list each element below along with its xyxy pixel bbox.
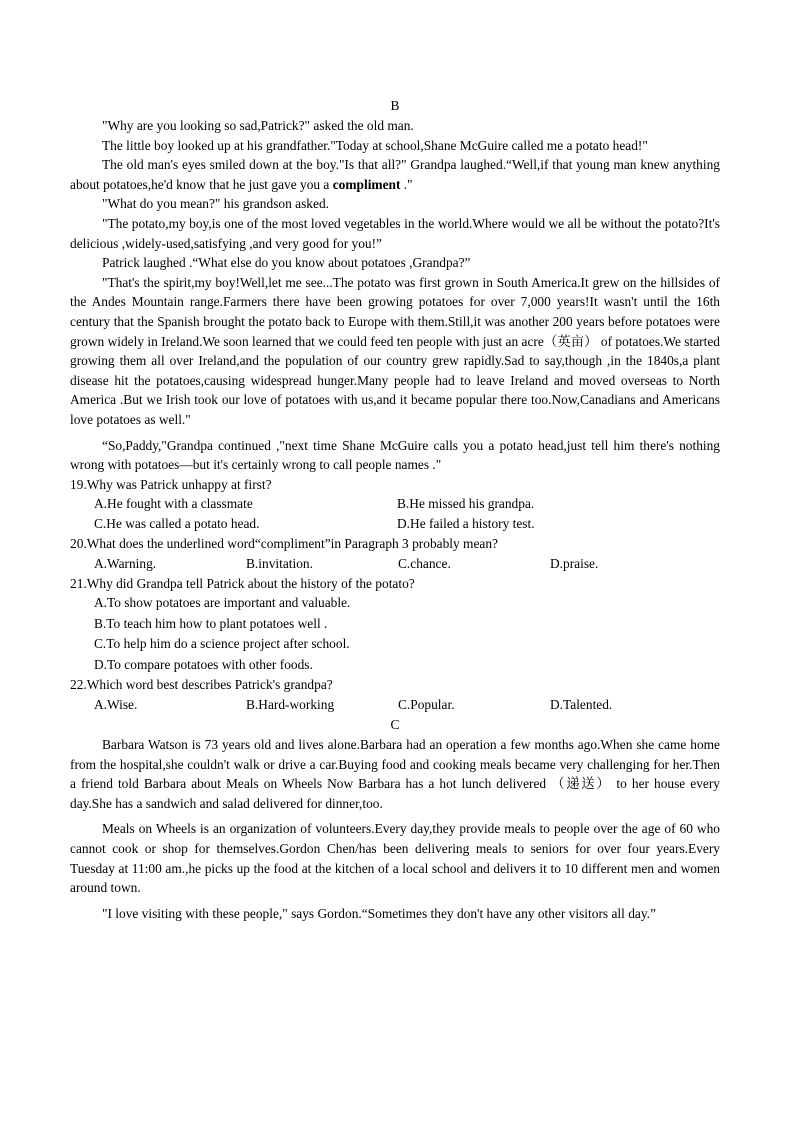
option: D.praise. [550, 555, 599, 571]
option: A.Wise. [94, 697, 138, 713]
options-row [70, 695, 720, 715]
paragraph: "That's the spirit,my boy!Well,let me see...The potato was first grown in South America.It grew on the hillsides of the Andes Mountain range.Farmers there have been growing potatoes for over 7,000 years!It wasn't until the 16th century that the Spanish brought the potato back to Europe with them.Still,it was another 200 years before potatoes were grown widely in Ireland.We soon learned that we could feed ten people with just an acre（英亩） of potatoes.We started growing them all over Ireland,and the population of our country grew rapidly.Sad to say,though ,in the 1840s,a plant disease hit the potatoes,causing widespread hunger.Many people had to leave Ireland and moved overseas to North America .But we Irish took our love of potatoes with us,and it became popular there too.Now,Canadians and Americans love potatoes as well." [70, 274, 720, 427]
paragraph: "What do you mean?" his grandson asked. [102, 196, 329, 212]
question-stem: 22.Which word best describes Patrick's grandpa? [70, 677, 333, 693]
paragraph [70, 155, 720, 194]
option: D.To compare potatoes with other foods. [94, 656, 313, 672]
option: A.To show potatoes are important and valuable. [94, 595, 351, 611]
paragraph: "Why are you looking so sad,Patrick?" asked the old man. [102, 118, 414, 133]
option: D.Talented. [550, 697, 613, 713]
compliment-word: compliment [332, 176, 401, 192]
option: B.invitation. [246, 555, 313, 571]
option: C.Popular. [398, 697, 455, 713]
paragraph: “So,Paddy,"Grandpa continued ,"next time Shane McGuire calls you a potato head,just tell him there's nothing wrong with potatoes—but it's certainly wrong to call people names ." [70, 437, 720, 473]
paragraph-text: The old man's eyes smiled down at the boy."Is that all?" Grandpa laughed.“Well,if that young man knew anything about potatoes,he'd know that he just gave you a [70, 157, 720, 192]
section-b-heading: B [390, 98, 400, 113]
options-row [70, 494, 720, 514]
paragraph-text: ." [400, 176, 413, 192]
paragraph: The little boy looked up at his grandfather."Today at school,Shane McGuire called me a potato head!" [102, 137, 648, 153]
section-c-heading: C [390, 717, 400, 733]
paragraph: Patrick laughed .“What else do you know about potatoes ,Grandpa?” [102, 255, 471, 271]
option: C.He was called a potato head. [94, 516, 260, 532]
option: D.He failed a history test. [397, 516, 535, 532]
paragraph: "The potato,my boy,is one of the most loved vegetables in the world.Where would we all be without the potato?It's delicious ,widely-used,satisfying ,and very good for you!” [70, 215, 720, 251]
options-row [70, 514, 720, 534]
option: B.To teach him how to plant potatoes well . [94, 615, 328, 631]
option: C.To help him do a science project after school. [94, 636, 350, 652]
option: B.He missed his grandpa. [397, 496, 535, 512]
option: A.He fought with a classmate [94, 496, 253, 512]
option: B.Hard-working [246, 697, 335, 713]
paragraph: Barbara Watson is 73 years old and lives alone.Barbara had an operation a few months ago.When she came home from the hospital,she couldn't walk or drive a car.Buying food and cooking meals became very challenging for her.Then a friend told Barbara about Meals on Wheels Now Barbara has a hot lunch delivered （递送） to her house every day.She has a sandwich and salad delivered for dinner,too. [70, 737, 720, 811]
options-row [70, 554, 720, 574]
document-page [70, 96, 720, 923]
question-stem: 20.What does the underlined word“compliment”in Paragraph 3 probably mean? [70, 536, 498, 552]
question-stem: 19.Why was Patrick unhappy at first? [70, 476, 272, 492]
question-stem: 21.Why did Grandpa tell Patrick about the history of the potato? [70, 575, 415, 591]
option: C.chance. [398, 555, 451, 571]
option: A.Warning. [94, 555, 157, 571]
paragraph: Meals on Wheels is an organization of volunteers.Every day,they provide meals to people over the age of 60 who cannot cook or shop for themselves.Gordon Chen/has been delivering meals to seniors for over four years.Every Tuesday at 11:00 am.,he picks up the food at the kitchen of a local school and delivers it to 10 different men and women around town. [70, 821, 720, 896]
paragraph: "I love visiting with these people," says Gordon.“Sometimes they don't have any other visitors all day.” [102, 905, 656, 921]
